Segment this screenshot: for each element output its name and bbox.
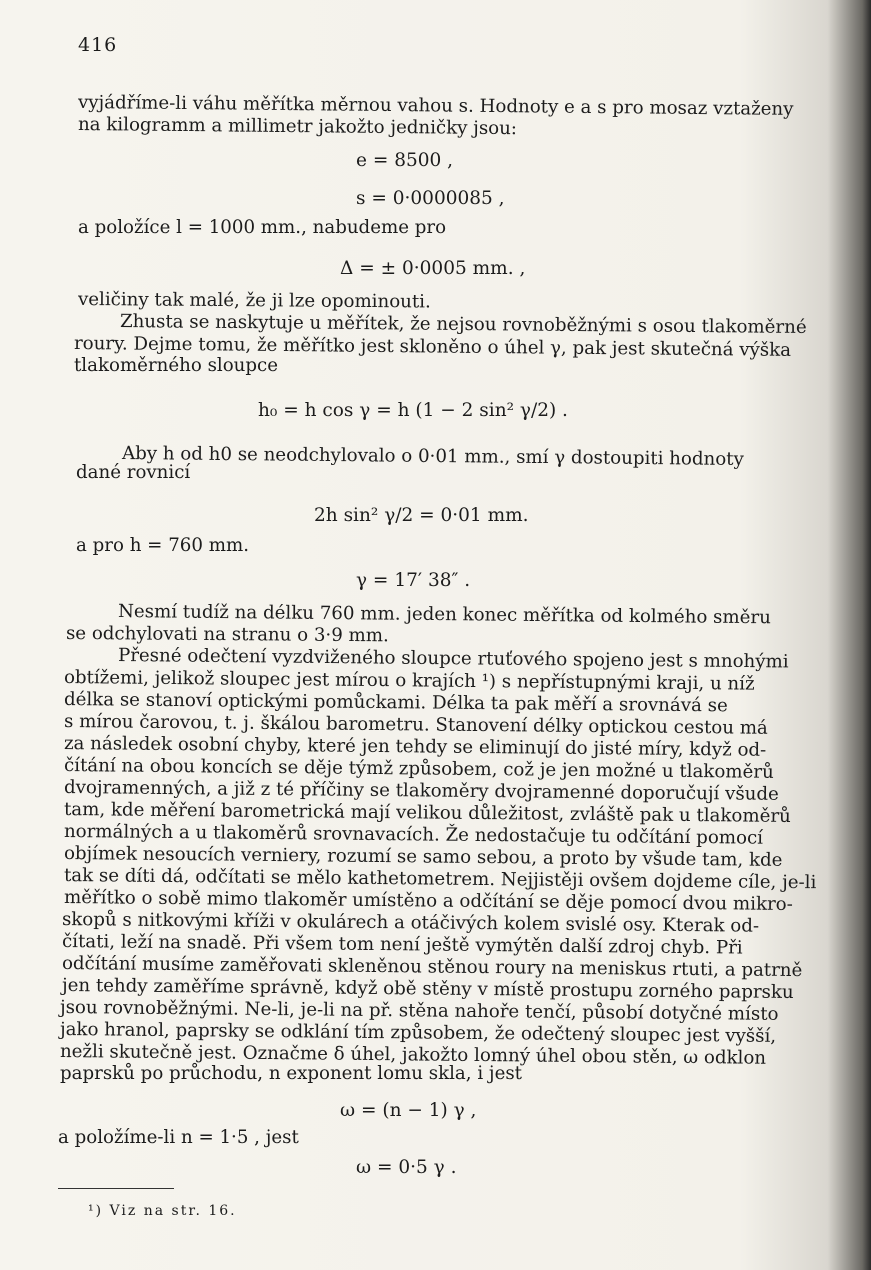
footnote-divider bbox=[58, 1188, 174, 1189]
text-line: odčítání musíme zaměřovati skleněnou stěnou roury na meniskus rtuti, a patrně bbox=[61, 953, 803, 982]
page-number: 416 bbox=[78, 34, 118, 56]
text-line: paprsků po průchodu, n exponent lomu skla, i jest bbox=[60, 1063, 522, 1084]
text-line: s mírou čarovou, t. j. škálou barometru. Stanovení délky optickou cestou má bbox=[63, 711, 768, 739]
equation-omega-2: ω = 0·5 γ . bbox=[356, 1157, 457, 1178]
text-line: a položíme-li n = 1·5 , jest bbox=[58, 1127, 299, 1148]
text-line: jako hranol, paprsky se odklání tím způsobem, že odečtený sloupec jest vyšší, bbox=[59, 1019, 777, 1047]
text-line: dané rovnicí bbox=[76, 462, 191, 483]
text-line: roury. Dejme tomu, že měřítko jest skloněno o úhel γ, pak jest skutečná výška bbox=[73, 333, 792, 361]
text-line: Aby h od h0 se neodchylovalo o 0·01 mm., smí γ dostoupiti hodnoty bbox=[121, 443, 744, 470]
equation-condition: 2h sin² γ/2 = 0·01 mm. bbox=[314, 505, 529, 526]
text-line: Přesné odečtení vyzdviženého sloupce rtuťového spojeno jest s mnohými bbox=[117, 645, 789, 673]
equation-h0: h₀ = h cos γ = h (1 − 2 sin² γ/2) . bbox=[258, 400, 568, 421]
text-line: tak se díti dá, odčítati se mělo kathetometrem. Nejjistěji ovšem dojdeme cíle, je-li bbox=[63, 865, 817, 894]
text-line: jen tehdy zaměříme správně, když obě stěny v místě prostupu zorného paprsku bbox=[61, 975, 794, 1004]
text-line: veličiny tak malé, že ji lze opominouti. bbox=[77, 289, 431, 313]
text-line: dvojramenných, a již z té příčiny se tlakoměry dvojramenné doporučují všude bbox=[63, 777, 779, 805]
equation-gamma: γ = 17′ 38″ . bbox=[356, 570, 471, 591]
text-line: skopů s nitkovými kříži v okulárech a otáčivých kolem svislé osy. Kterak od- bbox=[61, 909, 760, 937]
text-line: a pro h = 760 mm. bbox=[76, 535, 249, 556]
text-line: čítati, leží na snadě. Při všem tom není ještě vymýtěn další zdroj chyb. Při bbox=[61, 931, 743, 959]
footnote: ¹) Viz na str. 16. bbox=[88, 1203, 237, 1219]
text-line: Nesmí tudíž na délku 760 mm. jeden konec měřítka od kolmého směru bbox=[117, 601, 771, 629]
text-line: měřítko o sobě mimo tlakoměr umístěno a odčítání se děje pomocí dvou mikro- bbox=[63, 887, 793, 915]
text-line: se odchylovati na stranu o 3·9 mm. bbox=[65, 623, 389, 647]
text-line: Zhusta se naskytuje u měřítek, že nejsou rovnoběžnými s osou tlakoměrné bbox=[119, 311, 807, 338]
text-line: vyjádříme-li váhu měřítka měrnou vahou s. Hodnoty e a s pro mosaz vztaženy bbox=[77, 92, 794, 120]
text-line: tlakoměrného sloupce bbox=[74, 355, 278, 376]
text-line: objímek nesoucích verniery, rozumí se samo sebou, a proto by všude tam, kde bbox=[63, 843, 783, 871]
text-line: nežli skutečně jest. Označme δ úhel, jakožto lomný úhel obou stěn, ω odklon bbox=[59, 1041, 767, 1069]
text-line: tam, kde měření barometrická mají velikou důležitost, zvláště pak u tlakoměrů bbox=[63, 799, 791, 827]
text-line: čítání na obou koncích se děje týmž způsobem, což je jen možné u tlakoměrů bbox=[63, 755, 774, 783]
text-line: délka se stanoví optickými pomůckami. Délka ta pak měří a srovnává se bbox=[63, 689, 728, 717]
equation-e: e = 8500 , bbox=[356, 150, 454, 171]
text-line: za následek osobní chyby, které jen tehdy se eliminují do jisté míry, když od- bbox=[63, 733, 767, 761]
text-line: jsou rovnoběžnými. Ne-li, je-li na př. stěna nahoře tenčí, působí dotyčné místo bbox=[59, 997, 779, 1025]
text-line: a položíce l = 1000 mm., nabudeme pro bbox=[78, 217, 447, 238]
text-line: obtížemi, jelikož sloupec jest mírou o krajích ¹) s nepřístupnými kraji, u níž bbox=[63, 667, 755, 695]
text-line: normálných a u tlakoměrů srovnavacích. Že nedostačuje tu odčítání pomocí bbox=[63, 821, 764, 849]
text-line: na kilogramm a millimetr jakožto jedničky jsou: bbox=[77, 114, 518, 140]
equation-s: s = 0·0000085 , bbox=[356, 188, 505, 209]
equation-delta: Δ = ± 0·0005 mm. , bbox=[340, 258, 526, 279]
equation-omega-1: ω = (n − 1) γ , bbox=[340, 1100, 477, 1121]
